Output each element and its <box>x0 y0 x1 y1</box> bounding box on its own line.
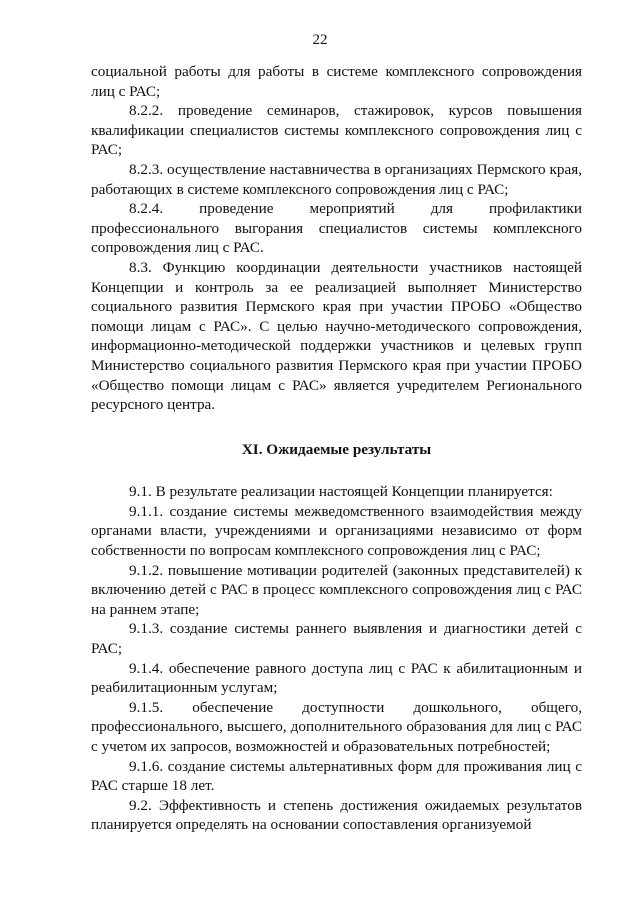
paragraph: 8.2.2. проведение семинаров, стажировок, курсов повышения квалификации специалистов системы комплексного сопровождения лиц с РАС; <box>91 102 582 159</box>
paragraph: 9.1.1. создание системы межведомственного взаимодействия между органами власти, учреждениями и организациями независимо от форм собственности по вопросам комплексного сопровождения лиц с РАС; <box>91 502 582 560</box>
paragraph: 8.2.3. осуществление наставничества в организациях Пермского края, работающих в системе комплексного сопровождения лиц с РАС; <box>91 160 582 198</box>
paragraph: социальной работы для работы в системе комплексного сопровождения лиц с РАС; <box>91 63 582 100</box>
paragraph: 8.2.4. проведение мероприятий для профилактики профессионального выгорания специалистов системы комплексного сопровождения лиц с РАС. <box>91 200 582 257</box>
paragraph: 9.1.2. повышение мотивации родителей (законных представителей) к включению детей с РАС в процесс комплексного сопровождения лиц с РАС на раннем этапе; <box>91 561 582 618</box>
paragraph: 9.1.4. обеспечение равного доступа лиц с РАС к абилитационным и реабилитационным услугам; <box>91 659 582 697</box>
paragraph: 9.1.6. создание системы альтернативных форм для проживания лиц с РАС старше 18 лет. <box>91 757 582 795</box>
paragraph: 9.1.5. обеспечение доступности дошкольного, общего, профессионального, высшего, дополнительного образования для лиц с РАС с учетом их запросов, возможностей и образовательных потребностей; <box>91 698 582 755</box>
paragraph: 9.1. В результате реализации настоящей Концепции планируется: <box>129 483 553 501</box>
section-heading: XI. Ожидаемые результаты <box>241 440 432 458</box>
page-number: 22 <box>312 32 328 48</box>
paragraph: 9.1.3. создание системы раннего выявления и диагностики детей с РАС; <box>91 620 582 658</box>
document-body <box>91 62 582 835</box>
paragraph: 8.3. Функцию координации деятельности участников настоящей Концепции и контроль за ее реализацией выполняет Министерство социального развития Пермского края при участии ПРОБО «Общество помощи лицам с РАС». С целью научно-методического сопровождения, информационно-методической поддержки участников и целевых групп Министерство социального развития Пермского края при участии ПРОБО «Общество помощи лицам с РАС» является учредителем Регионального ресурсного центра. <box>91 258 582 414</box>
paragraph: 9.2. Эффективность и степень достижения ожидаемых результатов планируется определять на основании сопоставления организуемой <box>91 796 582 834</box>
